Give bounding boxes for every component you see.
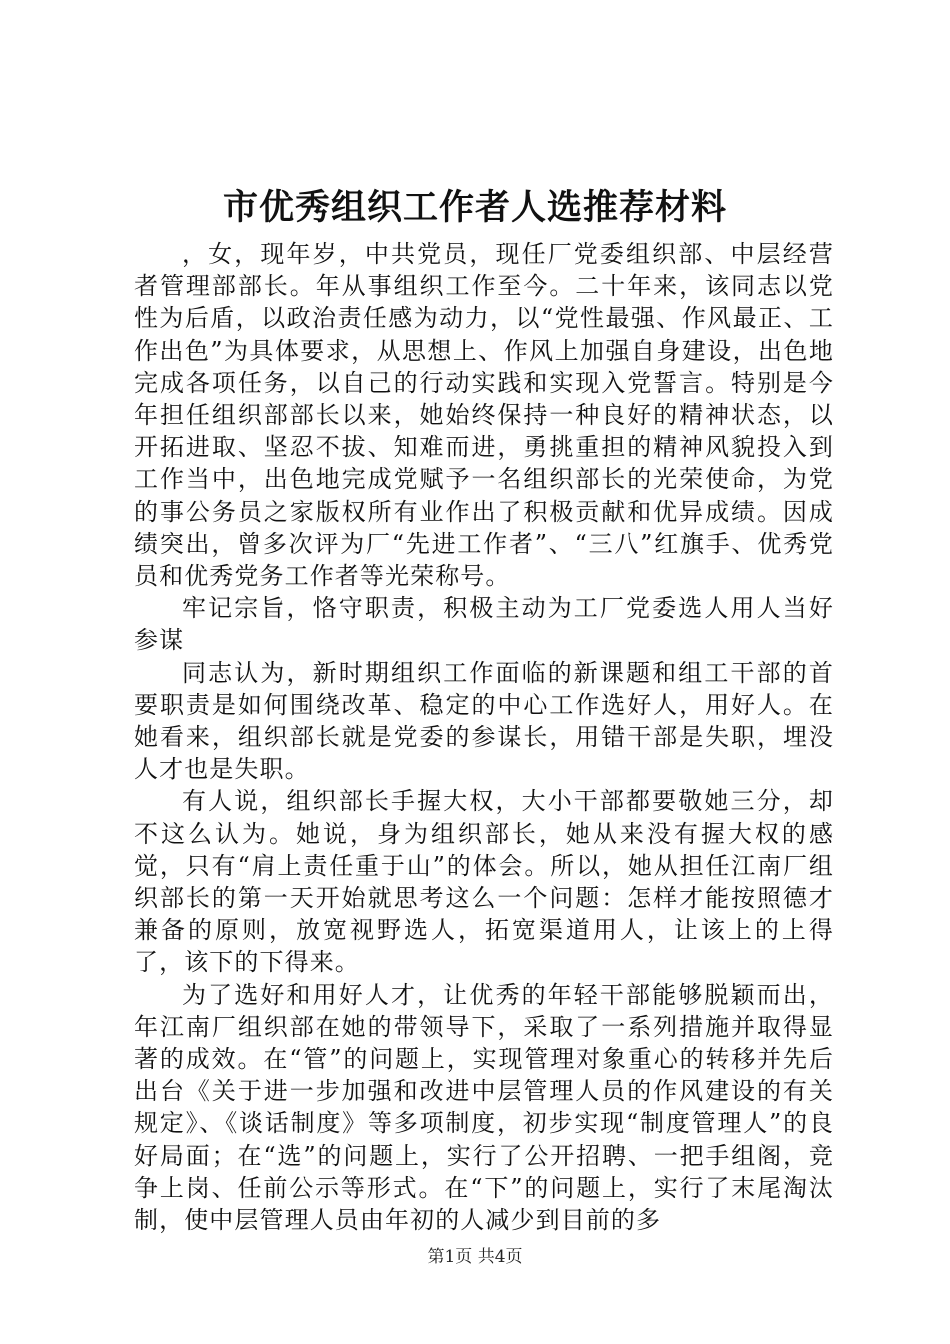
paragraph-view: 同志认为，新时期组织工作面临的新课题和组工干部的首要职责是如何围绕改革、稳定的中心工作选好人，用好人。在她看来，组织部长就是党委的参谋长，用错干部是失职，埋没人才也是失职。: [134, 658, 834, 784]
paragraph-intro: ，女，现年岁，中共党员，现任厂党委组织部、中层经营者管理部部长。年从事组织工作至今。二十年来，该同志以党性为后盾，以政治责任感为动力，以“党性最强、作风最正、工作出色”为具体要求，从思想上、作风上加强自身建设，出色地完成各项任务，以自己的行动实践和实现入党誓言。特别是今年担任组织部部长以来，她始终保持一种良好的精神状态，以开拓进取、坚忍不拔、知难而进，勇挑重担的精神风貌投入到工作当中，出色地完成党赋予一名组织部长的光荣使命，为党的事公务员之家版权所有业作出了积极贡献和优异成绩。因成绩突出，曾多次评为厂“先进工作者”、“三八”红旗手、优秀党员和优秀党务工作者等光荣称号。: [134, 240, 834, 591]
paragraph-measures: 为了选好和用好人才，让优秀的年轻干部能够脱颖而出，年江南厂组织部在她的带领导下，采取了一系列措施并取得显著的成效。在“管”的问题上，实现管理对象重心的转移并先后出台《关于进一步加强和改进中层管理人员的作风建设的有关规定》、《谈话制度》等多项制度，初步实现“制度管理人”的良好局面；在“选”的问题上，实行了公开招聘、一把手组阁，竞争上岗、任前公示等形式。在“下”的问题上，实行了末尾淘汰制，使中层管理人员由年初的人减少到目前的多: [134, 980, 834, 1235]
document-body: [134, 238, 834, 1236]
page-indicator: 第1页 共4页: [427, 1247, 523, 1267]
paragraph-responsibility: 有人说，组织部长手握大权，大小干部都要敬她三分，却不这么认为。她说，身为组织部长，她从来没有握大权的感觉，只有“肩上责任重于山”的体会。所以，她从担任江南厂组织部长的第一天开始就思考这么一个问题：怎样才能按照德才兼备的原则，放宽视野选人，拓宽渠道用人，让该上的上得了，该下的下得来。: [134, 787, 834, 977]
document-title: 市优秀组织工作者人选推荐材料: [222, 187, 727, 228]
paragraph-section-heading: 牢记宗旨，恪守职责，积极主动为工厂党委选人用人当好参谋: [134, 594, 834, 655]
